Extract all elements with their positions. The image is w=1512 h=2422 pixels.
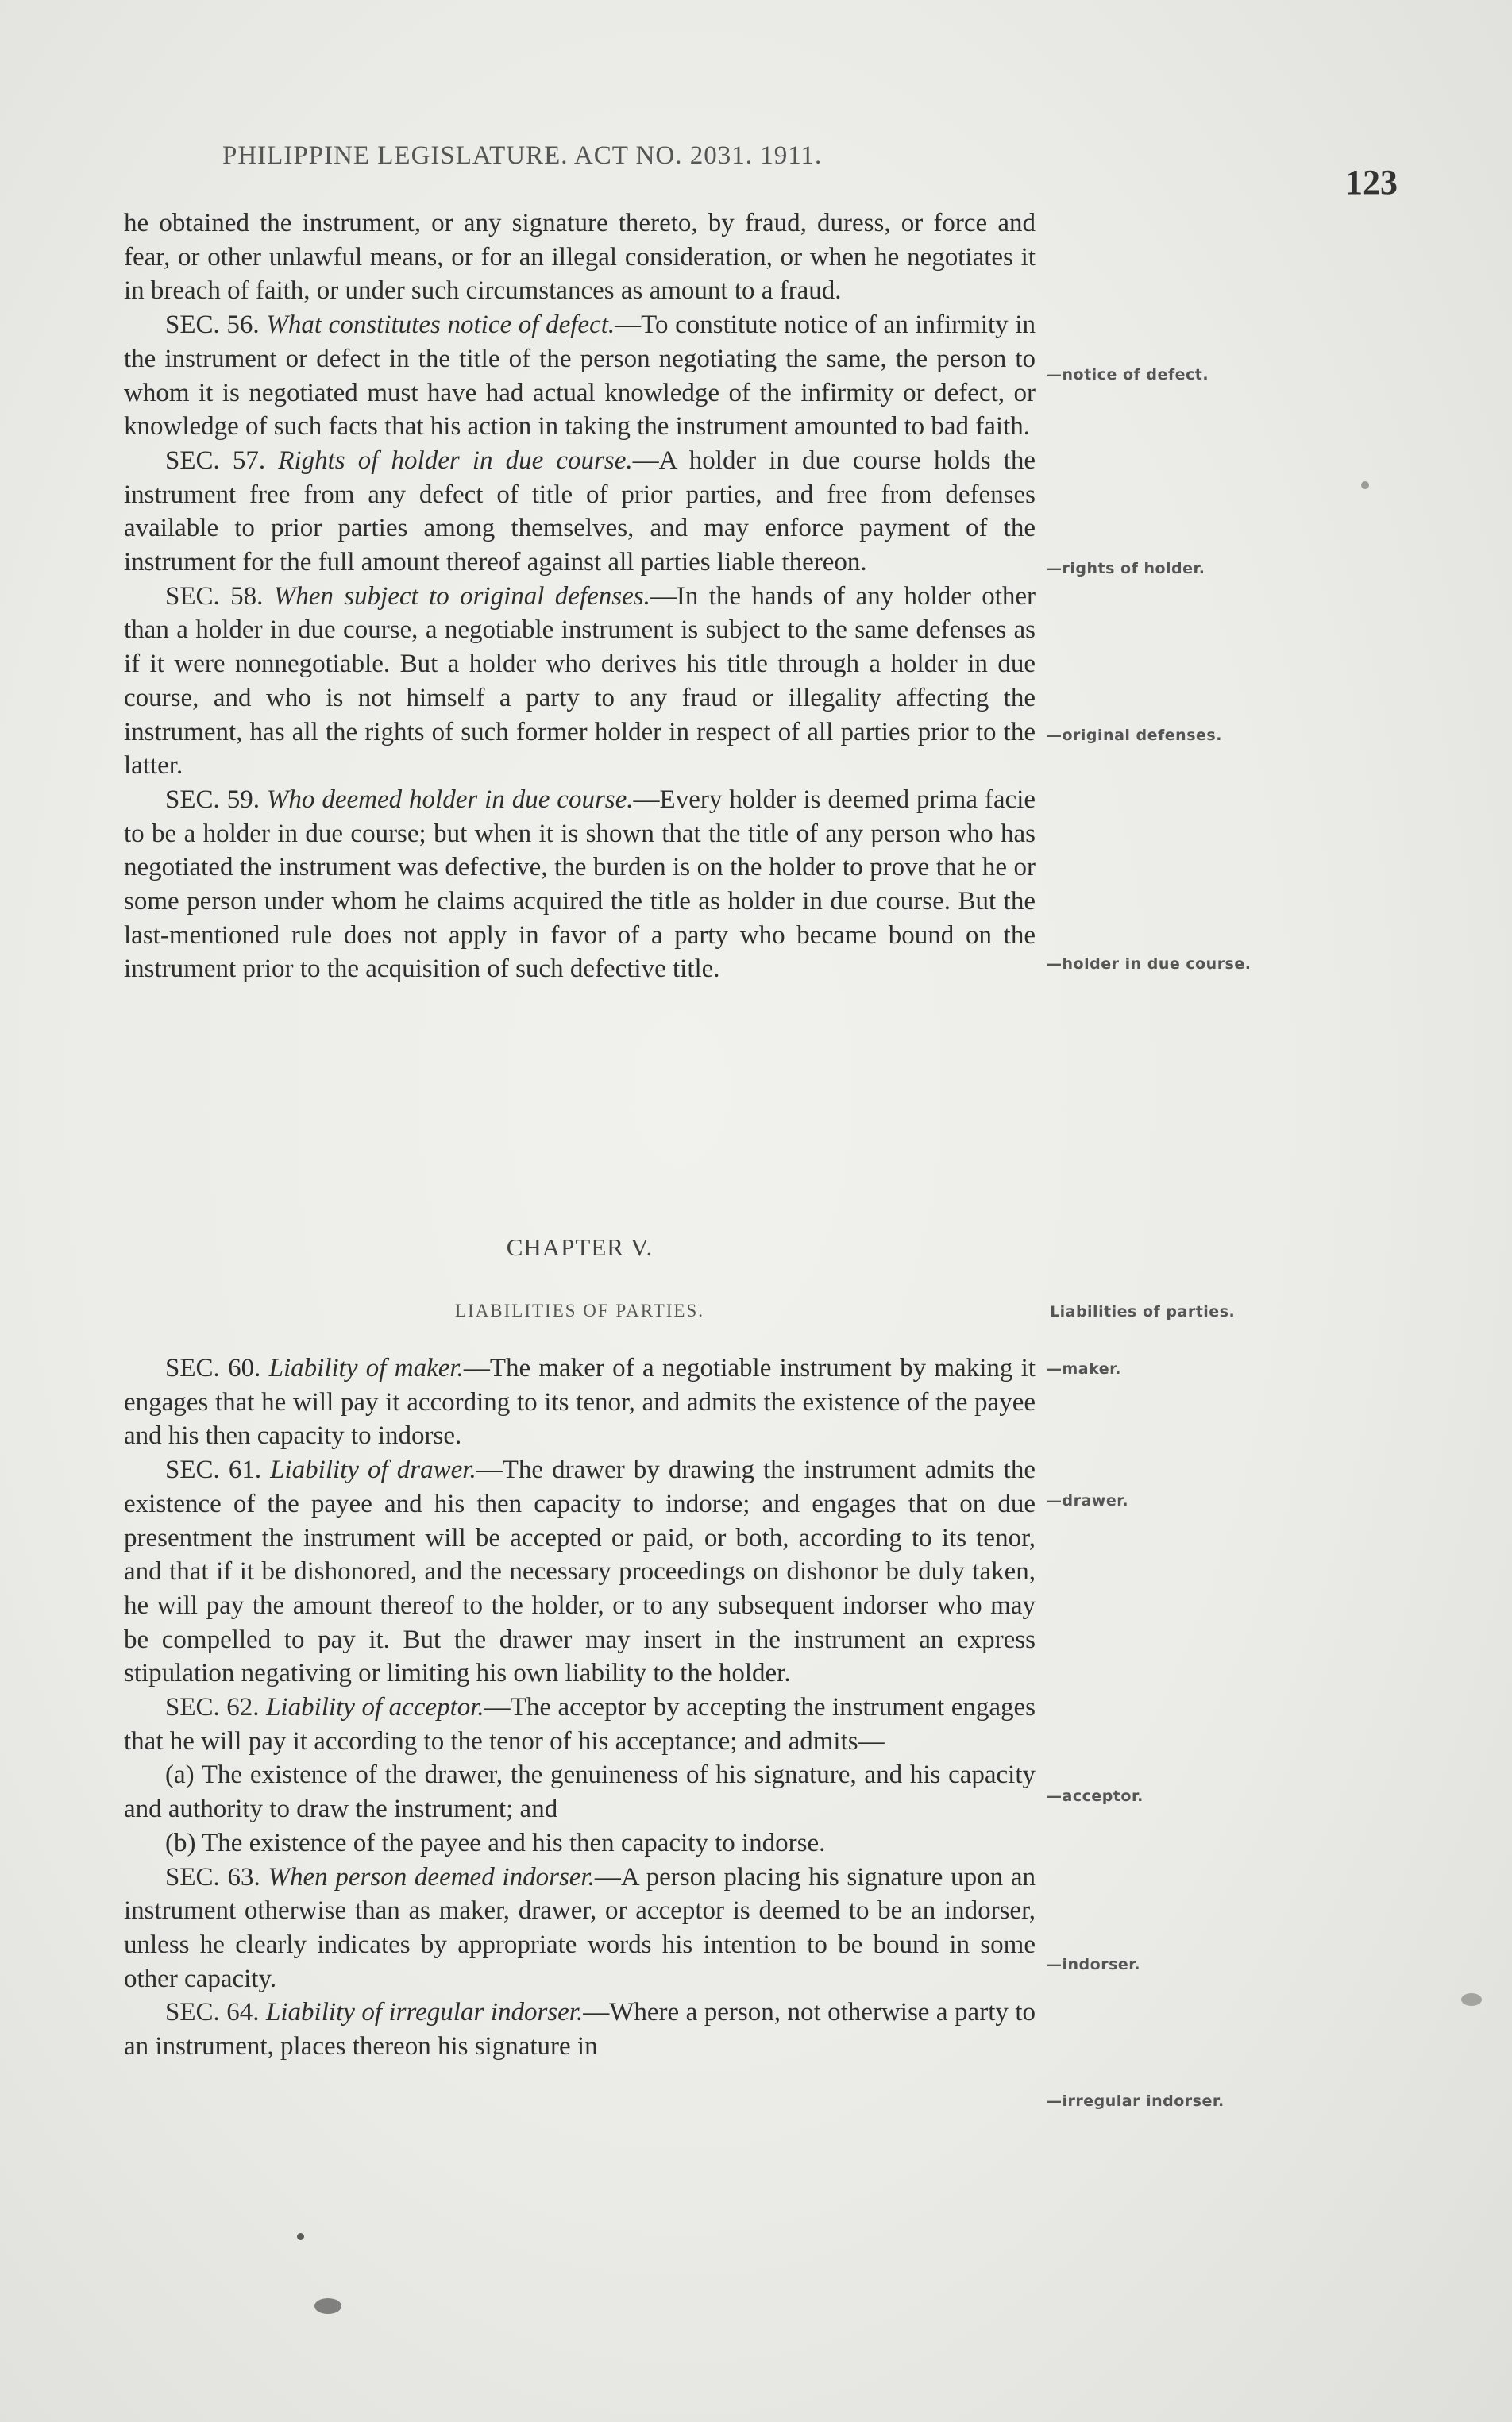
- scan-speck: [1361, 481, 1369, 489]
- section-text: —A holder in due course holds the instrument free from any defect of title of prior parties, and free from defenses available to prior parties among themselves, and may enforce payment of the instrument for the full amount thereof against all parties liable thereon.: [124, 445, 1036, 577]
- section-62: [124, 1691, 1036, 1758]
- section-title: Liability of irregular indorser.: [266, 1998, 584, 2027]
- section-63: [124, 1861, 1036, 1996]
- section-text: —A person placing his signature upon an instrument otherwise than as maker, drawer, or acceptor is deemed to be an indorser, unless he clearly indicates by appropriate words his intention to be bound in some other capacity.: [124, 1862, 1036, 1993]
- section-title: When person deemed indorser.: [268, 1862, 595, 1892]
- margin-note-drawer: —drawer.: [1047, 1492, 1129, 1510]
- section-number: SEC. 57.: [165, 445, 266, 475]
- margin-note-rights-of-holder: —rights of holder.: [1047, 560, 1205, 577]
- section-61: [124, 1453, 1036, 1691]
- section-number: SEC. 63.: [165, 1862, 260, 1892]
- section-60: [124, 1352, 1036, 1453]
- margin-note-notice-of-defect: —notice of defect.: [1047, 366, 1209, 384]
- section-56: [124, 308, 1036, 444]
- section-text: —In the hands of any holder other than a holder in due course, a negotiable instrument is subject to the same defenses as if it were nonnegotiable. But a holder who derives his title through a holder in due course, and who is not himself a party to any fraud or illegality affecting the instrument, has all the rights of such former holder in respect of all parties prior to the latter.: [124, 581, 1036, 781]
- body-text-block-2: [124, 1352, 1036, 2064]
- section-text: —The drawer by drawing the instrument admits the existence of the payee and his then capacity to indorse; and engages that on due presentment the instrument will be accepted or paid, or both, according to its tenor, and that if it be dishonored, and the necessary proceedings on dishonor be duly taken, he will pay the amount thereof to the holder, or to any subsequent indorser who may be compelled to pay it. But the drawer may insert in the instrument an express stipulation negativing or limiting his own liability to the holder.: [124, 1456, 1036, 1688]
- section-text: —Every holder is deemed prima facie to be a holder in due course; but when it is shown that the title of any person who has negotiated the instrument was defective, the burden is on the holder to prove that he or some person under whom he claims acquired the title as holder in due course. But the last-mentioned rule does not apply in favor of a party who became bound on the instrument prior to the acquisition of such defective title.: [124, 785, 1036, 984]
- section-64: [124, 1996, 1036, 2063]
- margin-note-indorser: —indorser.: [1047, 1956, 1141, 1973]
- margin-note-original-defenses: —original defenses.: [1047, 727, 1222, 744]
- section-58: [124, 580, 1036, 783]
- section-59: [124, 783, 1036, 986]
- scan-smudge: [314, 2298, 341, 2314]
- section-title: Liability of drawer.: [270, 1456, 476, 1485]
- margin-note-holder-in-due-course: —holder in due course.: [1047, 955, 1252, 973]
- scan-speck: [297, 2233, 304, 2240]
- scan-smudge: [1461, 1993, 1482, 2006]
- section-number: SEC. 56.: [165, 310, 260, 340]
- section-number: SEC. 62.: [165, 1693, 260, 1722]
- section-62-item-b: (b) The existence of the payee and his then capacity to indorse.: [165, 1828, 826, 1857]
- section-number: SEC. 60.: [165, 1354, 261, 1383]
- margin-note-maker: —maker.: [1047, 1360, 1122, 1378]
- section-title: Liability of maker.: [268, 1354, 464, 1383]
- section-text: —Where a person, not otherwise a party to an instrument, places thereon his signature in: [124, 1998, 1036, 2061]
- continuation-paragraph: he obtained the instrument, or any signature thereto, by fraud, duress, or force and fear, or other unlawful means, or for an illegal consideration, or when he negotiates it in breach of faith, or under such circumstances as amount to a fraud.: [124, 209, 1036, 306]
- section-text: —To constitute notice of an infirmity in the instrument or defect in the title of the person negotiating the same, the person to whom it is negotiated must have had actual knowledge of the infirmity or defect, or knowledge of such facts that his action in taking the instrument amounted to bad faith.: [124, 310, 1036, 442]
- section-text: —The maker of a negotiable instrument by making it engages that he will pay it according to its tenor, and admits the existence of the payee and his then capacity to indorse.: [124, 1354, 1036, 1451]
- margin-note-acceptor: —acceptor.: [1047, 1788, 1144, 1805]
- section-title: What constitutes notice of defect.: [266, 310, 615, 340]
- section-number: SEC. 61.: [165, 1456, 262, 1485]
- section-62-item-a: (a) The existence of the drawer, the genuineness of his signature, and his capacity and authority to draw the instrument; and: [124, 1761, 1036, 1824]
- running-head: PHILIPPINE LEGISLATURE. ACT NO. 2031. 1911.: [222, 141, 823, 170]
- section-number: SEC. 64.: [165, 1998, 260, 2027]
- body-text-block-1: [124, 206, 1036, 986]
- section-text: —The acceptor by accepting the instrument engages that he will pay it according to the tenor of his acceptance; and admits—: [124, 1693, 1036, 1756]
- section-title: Liability of acceptor.: [266, 1693, 484, 1722]
- section-number: SEC. 58.: [165, 581, 264, 611]
- chapter-subtitle: LIABILITIES OF PARTIES.: [454, 1301, 705, 1321]
- margin-note-liabilities-of-parties: Liabilities of parties.: [1050, 1303, 1236, 1321]
- section-57: [124, 444, 1036, 580]
- section-number: SEC. 59.: [165, 785, 260, 814]
- page-number: 123: [1345, 163, 1398, 202]
- chapter-title: CHAPTER V.: [506, 1233, 654, 1261]
- section-title: Rights of holder in due course.: [278, 445, 633, 475]
- margin-note-irregular-indorser: —irregular indorser.: [1047, 2092, 1225, 2110]
- section-title: Who deemed holder in due course.: [266, 785, 634, 814]
- section-title: When subject to original defenses.: [273, 581, 650, 611]
